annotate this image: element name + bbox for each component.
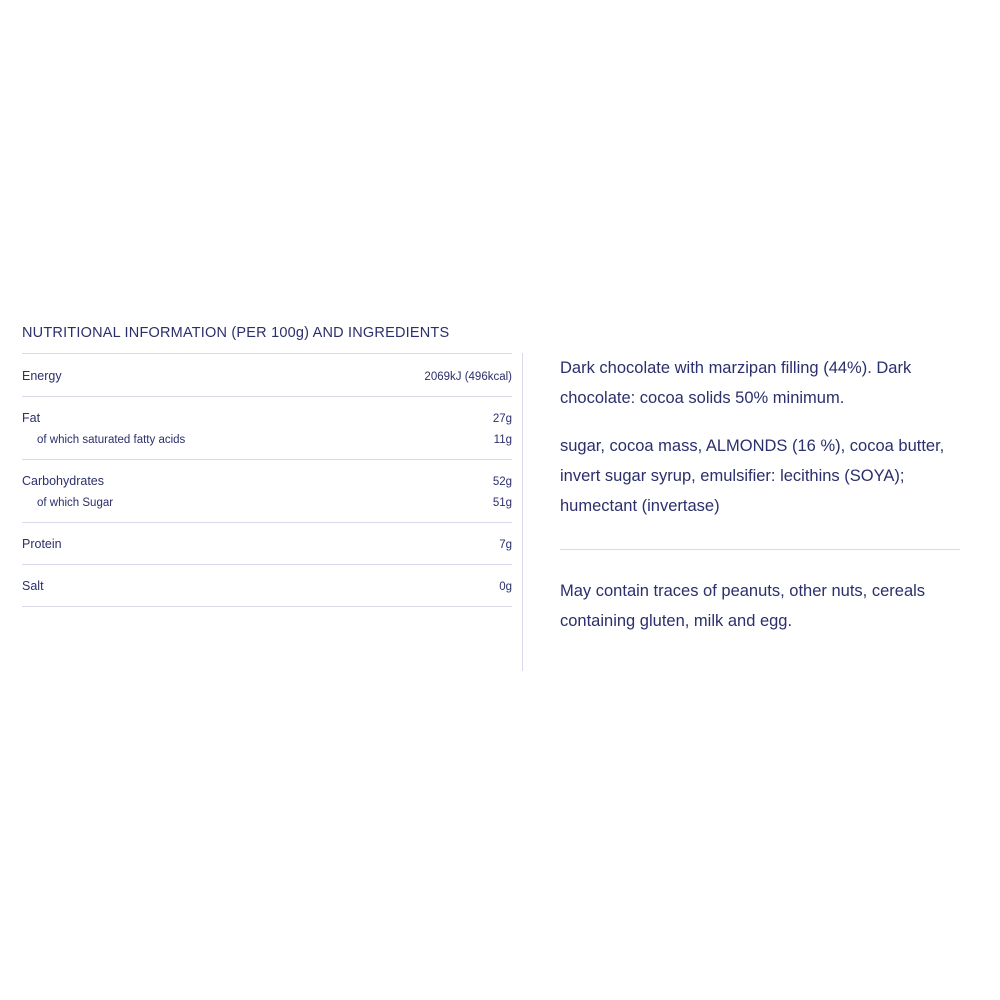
nutrient-value: 7g: [499, 539, 512, 551]
page-title: NUTRITIONAL INFORMATION (PER 100g) AND INGREDIENTS: [22, 325, 450, 341]
nutrient-label: Fat: [22, 411, 41, 425]
nutrient-label: Protein: [22, 537, 62, 551]
nutrient-value: 2069kJ (496kcal): [424, 371, 512, 383]
nutrition-group-salt: [22, 565, 512, 607]
nutrient-sublabel: of which saturated fatty acids: [37, 434, 186, 446]
nutrient-value: 27g: [492, 413, 512, 425]
nutrient-value: 52g: [492, 476, 512, 488]
nutrient-value: 51g: [492, 497, 512, 509]
allergen-statement: May contain traces of peanuts, other nuts, cereals containing gluten, milk and egg.: [560, 582, 926, 630]
column-divider: [522, 353, 523, 671]
table-row: [22, 411, 512, 425]
ingredients-list: sugar, cocoa mass, ALMONDS (16 %), cocoa butter, invert sugar syrup, emulsifier: lecithins (SOYA); humectant (invertase): [560, 437, 945, 515]
nutrient-sublabel: of which Sugar: [37, 497, 114, 509]
nutrition-table: [22, 353, 512, 607]
table-row: [22, 434, 512, 446]
table-row: [22, 497, 512, 509]
table-row: [22, 474, 512, 488]
nutrition-group-fat: [22, 397, 512, 460]
table-row: [22, 579, 512, 593]
nutrition-group-energy: [22, 353, 512, 397]
nutrition-group-carbohydrates: [22, 460, 512, 523]
nutrient-value: 0g: [499, 581, 512, 593]
table-row: [22, 369, 512, 383]
allergen-divider: [560, 549, 960, 550]
nutrient-label: Energy: [22, 369, 62, 383]
product-description: Dark chocolate with marzipan filling (44%). Dark chocolate: cocoa solids 50% minimum.: [560, 359, 912, 407]
nutrition-group-protein: [22, 523, 512, 565]
nutrient-label: Salt: [22, 579, 44, 593]
nutrient-label: Carbohydrates: [22, 474, 104, 488]
ingredients-column: [560, 353, 960, 636]
nutrient-value: 11g: [493, 434, 512, 446]
content-columns: [0, 353, 1000, 671]
table-row: [22, 537, 512, 551]
